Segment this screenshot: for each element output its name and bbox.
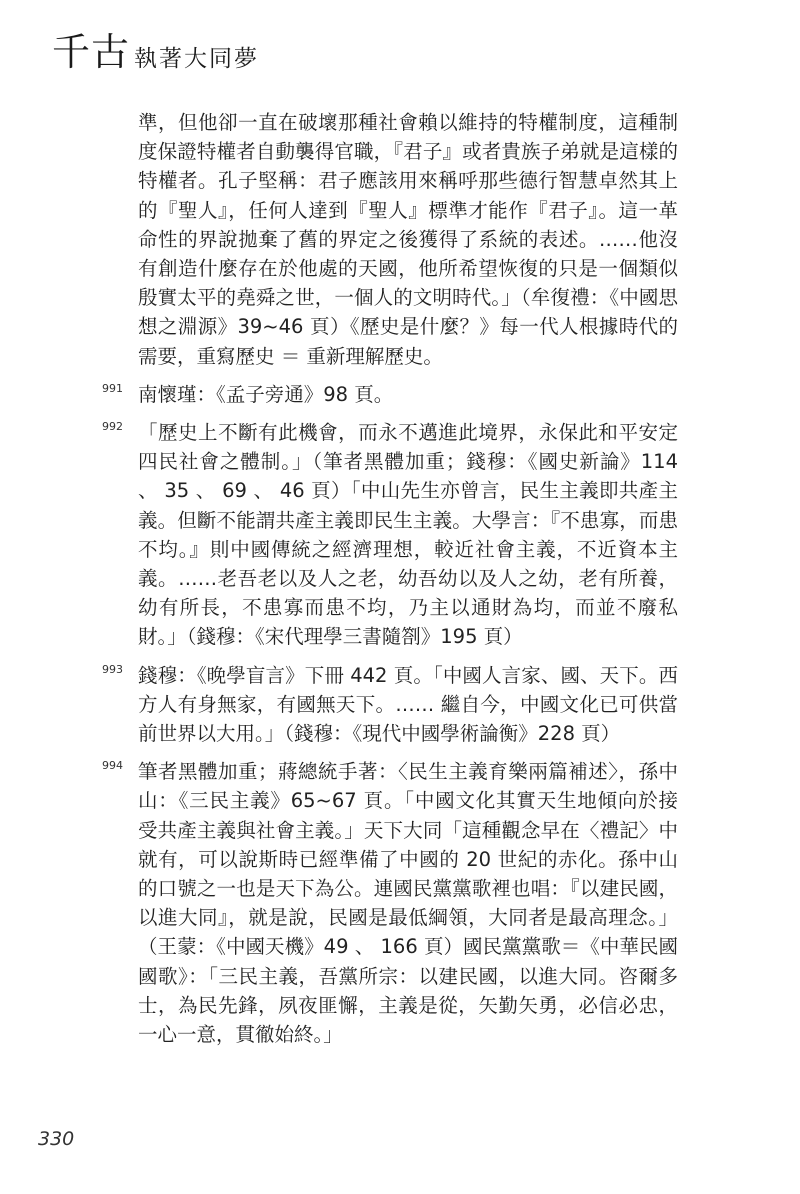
footnotes-body (102, 108, 678, 1049)
footnote-number: 993 (102, 662, 123, 676)
continued-footnote-text: 準，但他卻一直在破壞那種社會賴以維持的特權制度，這種制度保證特權者自動襲得官職，『君子』或者貴族子弟就是這樣的特權者。孔子堅稱：君子應該用來稱呼那些德行智慧卓然其上的『聖人』，任何人達到『聖人』標準才能作『君子』。這一革命性的界說拋棄了舊的界定之後獲得了系統的表述。……他沒有創造什麼存在於他處的天國，他所希望恢復的只是一個類似殷實太平的堯舜之世，一個人的文明時代。」（牟復禮：《中國思想之淵源》39~46 頁）《歷史是什麼？》每一代人根據時代的需要，重寫歷史 ＝ 重新理解歷史。 (138, 111, 678, 368)
footnote-text: 「歷史上不斷有此機會，而永不邁進此境界，永保此和平安定四民社會之體制。」（筆者黑體加重；錢穆：《國史新論》114 、 35 、 69 、 46 頁）「中山先生亦曾言，民生主義即共產主義。但斷不能謂共產主義即民生主義。大學言：『不患寡，而患不均。』則中國傳統之經濟理想，較近社會主義，不近資本主義。……老吾老以及人之老，幼吾幼以及人之幼，老有所養，幼有所長，不患寡而患不均，乃主以通財為均，而並不廢私財。」（錢穆：《宋代理學三書隨劄》195 頁） (138, 421, 678, 649)
footnote (102, 757, 678, 1049)
footnote-text: 南懷瑾：《孟子旁通》98 頁。 (138, 382, 394, 406)
footnote-text: 錢穆：《晚學盲言》下冊 442 頁。「中國人言家、國、天下。西方人有身無家，有國無天下。…… 繼自今，中國文化已可供當前世界以大用。」（錢穆：《現代中國學術論衡》228 頁） (138, 663, 678, 746)
running-header (52, 30, 259, 74)
footnote (102, 380, 678, 409)
footnote-number: 991 (102, 381, 123, 395)
footnote (102, 661, 678, 749)
footnote (102, 418, 678, 652)
footnote-number: 994 (102, 759, 123, 773)
book-title-main: 千古 (52, 30, 131, 74)
book-title-sub: 執著大同夢 (134, 46, 260, 72)
page-number: 330 (38, 1128, 75, 1150)
footnote-number: 992 (102, 420, 123, 434)
footnote-text: 筆者黑體加重；蔣總統手著：〈民生主義育樂兩篇補述〉，孫中山：《三民主義》65~67 頁。「中國文化其實天生地傾向於接受共產主義與社會主義。」天下大同「這種觀念早在〈禮記〉中就有，可以說斯時已經準備了中國的 20 世紀的赤化。孫中山的口號之一也是天下為公。連國民黨黨歌裡也唱：『以建民國，以進大同』，就是說，民國是最低綱領，大同者是最高理念。」（王蒙：《中國天機》49 、 166 頁）國民黨黨歌＝《中華民國國歌》：「三民主義，吾黨所宗：以建民國，以進大同。咨爾多士，為民先鋒，夙夜匪懈，主義是從，矢勤矢勇，必信必忠，一心一意，貫徹始終。」 (138, 760, 678, 1047)
